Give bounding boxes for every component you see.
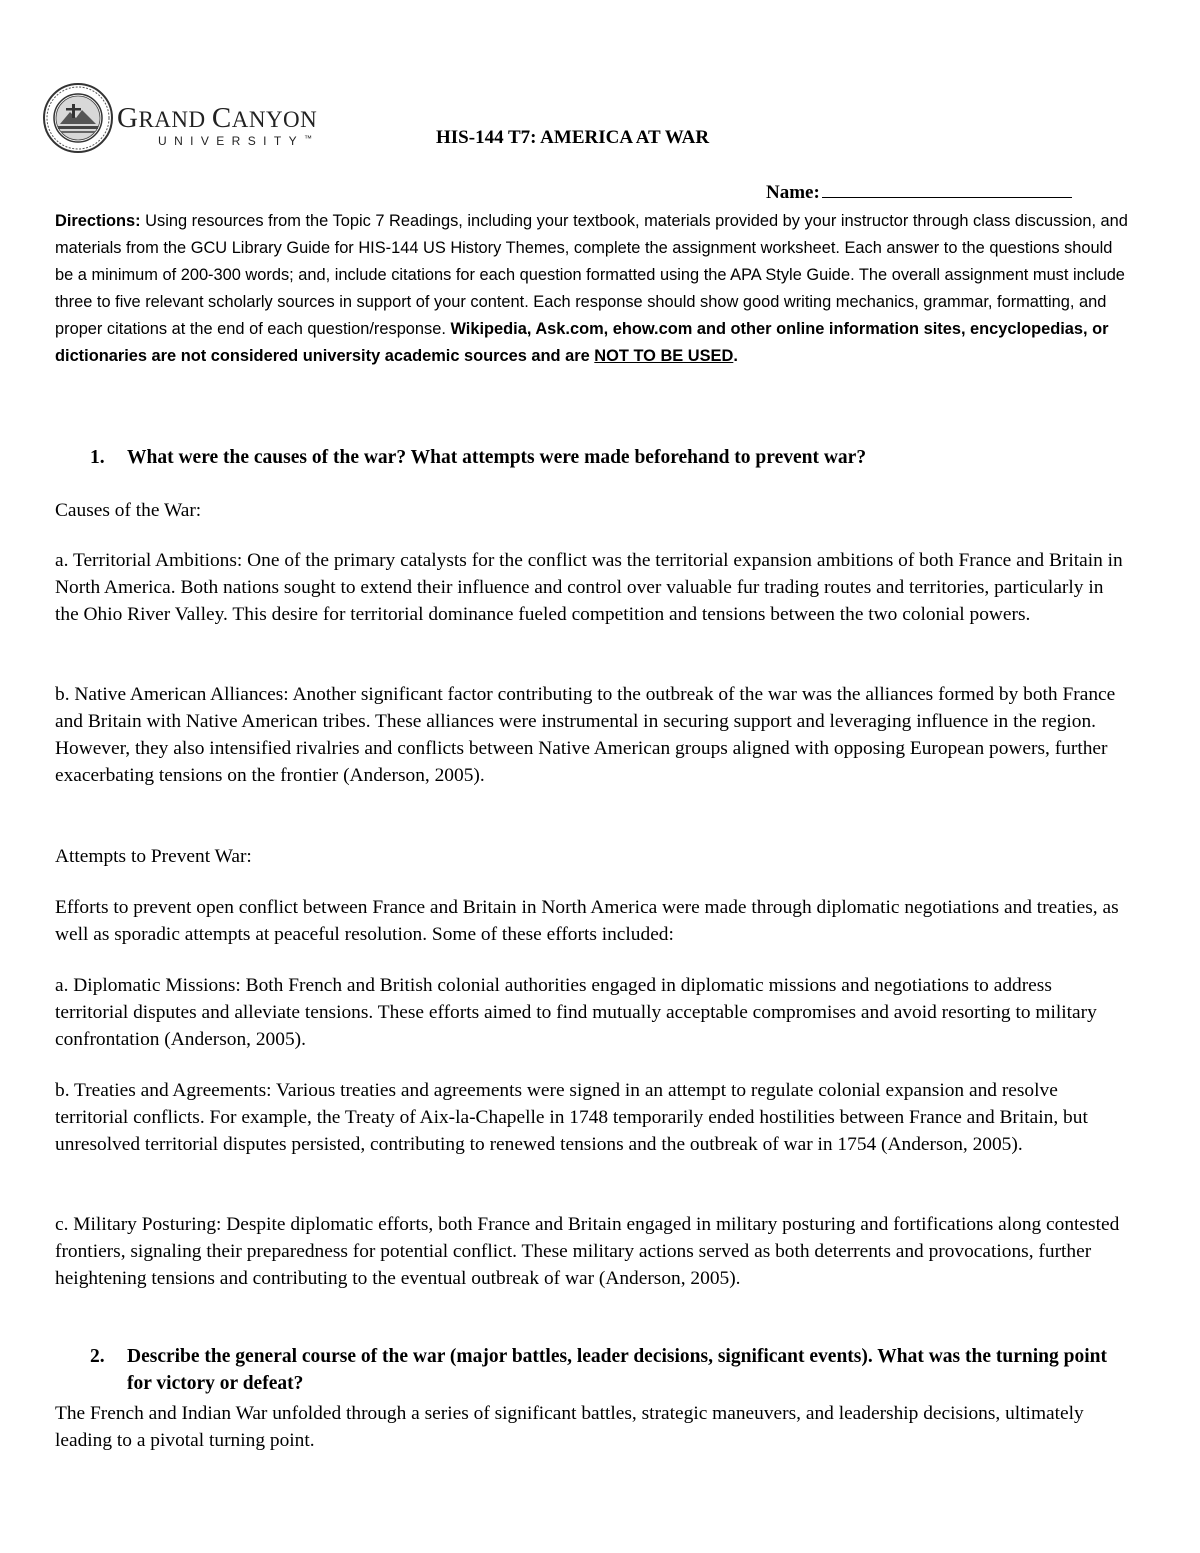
logo-subtitle: UNIVERSITY™: [158, 134, 313, 148]
question-text: Describe the general course of the war (major battles, leader decisions, significant events). What was the turning point for victory or defeat?: [127, 1346, 1107, 1394]
cause-a-paragraph: a. Territorial Ambitions: One of the primary catalysts for the conflict was the territorial expansion ambitions of both France and Britain in North America. Both nations sought to extend their influence and control over valuable fur trading routes and territories, particularly in the Ohio River Valley. This desire for territorial dominance fueled competition and tensions between the two colonial powers.: [55, 550, 1123, 625]
question-number: 1.: [90, 447, 105, 468]
directions-warning: Wikipedia, Ask.com, ehow.com and other online information sites, encyclopedias, or dictionaries are not considered university academic sources and are NOT TO BE USED.: [55, 320, 1109, 365]
university-seal-icon: [42, 82, 114, 154]
name-label: Name:: [766, 182, 820, 203]
prevent-intro-paragraph: Efforts to prevent open conflict between France and Britain in North America were made through diplomatic negotiations and treaties, as well as sporadic attempts at peaceful resolution. Some of these efforts included:: [55, 897, 1119, 945]
answer-2-intro-paragraph: The French and Indian War unfolded through a series of significant battles, strategic maneuvers, and leadership decisions, ultimately leading to a pivotal turning point.: [55, 1403, 1084, 1451]
question-text: What were the causes of the war? What attempts were made beforehand to prevent war?: [127, 447, 867, 468]
question-number: 2.: [90, 1346, 105, 1367]
cause-b-paragraph: b. Native American Alliances: Another significant factor contributing to the outbreak of the war was the alliances formed by both France and Britain with Native American tribes. These alliances were instrumental in securing support and leveraging influence in the region. However, they also intensified rivalries and conflicts between Native American groups aligned with opposing European powers, further exacerbating tensions on the frontier (Anderson, 2005).: [55, 684, 1116, 786]
directions-text: Using resources from the Topic 7 Readings, including your textbook, materials provided by your instructor through class discussion, and materials from the GCU Library Guide for HIS-144 US History Themes, complete the assignment worksheet. Each answer to the questions should be a minimum of 200-300 words; and, include citations for each question formatted using the APA Style Guide. The overall assignment must include three to five relevant scholarly sources in support of your content. Each response should show good writing mechanics, grammar, formatting, and proper citations at the end of each question/response.: [55, 212, 1128, 338]
prevent-c-paragraph: c. Military Posturing: Despite diplomatic efforts, both France and Britain engaged in military posturing and fortifications along contested frontiers, signaling their preparedness for potential conflict. These military actions served as both deterrents and provocations, further heightening tensions and contributing to the eventual outbreak of war (Anderson, 2005).: [55, 1214, 1120, 1289]
directions-block: [55, 208, 1135, 370]
prevent-b-paragraph: b. Treaties and Agreements: Various treaties and agreements were signed in an attempt to regulate colonial expansion and resolve territorial conflicts. For example, the Treaty of Aix-la-Chapelle in 1748 temporarily ended hostilities between France and Britain, but unresolved territorial disputes persisted, contributing to renewed tensions and the outbreak of war in 1754 (Anderson, 2005).: [55, 1080, 1088, 1155]
directions-label: Directions:: [55, 212, 141, 230]
name-field: [766, 179, 1072, 204]
university-logo: [42, 82, 352, 158]
prevent-a-paragraph: a. Diplomatic Missions: Both French and British colonial authorities engaged in diplomatic missions and negotiations to address territorial disputes and alleviate tensions. These efforts aimed to find mutually acceptable compromises and avoid resorting to military confrontation (Anderson, 2005).: [55, 975, 1097, 1050]
page-title: HIS-144 T7: AMERICA AT WAR: [436, 127, 710, 148]
causes-heading: Causes of the War:: [55, 500, 202, 521]
prevent-heading: Attempts to Prevent War:: [55, 846, 252, 867]
logo-wordmark: GRAND CANYON: [117, 102, 318, 134]
name-blank-line: [822, 179, 1072, 198]
